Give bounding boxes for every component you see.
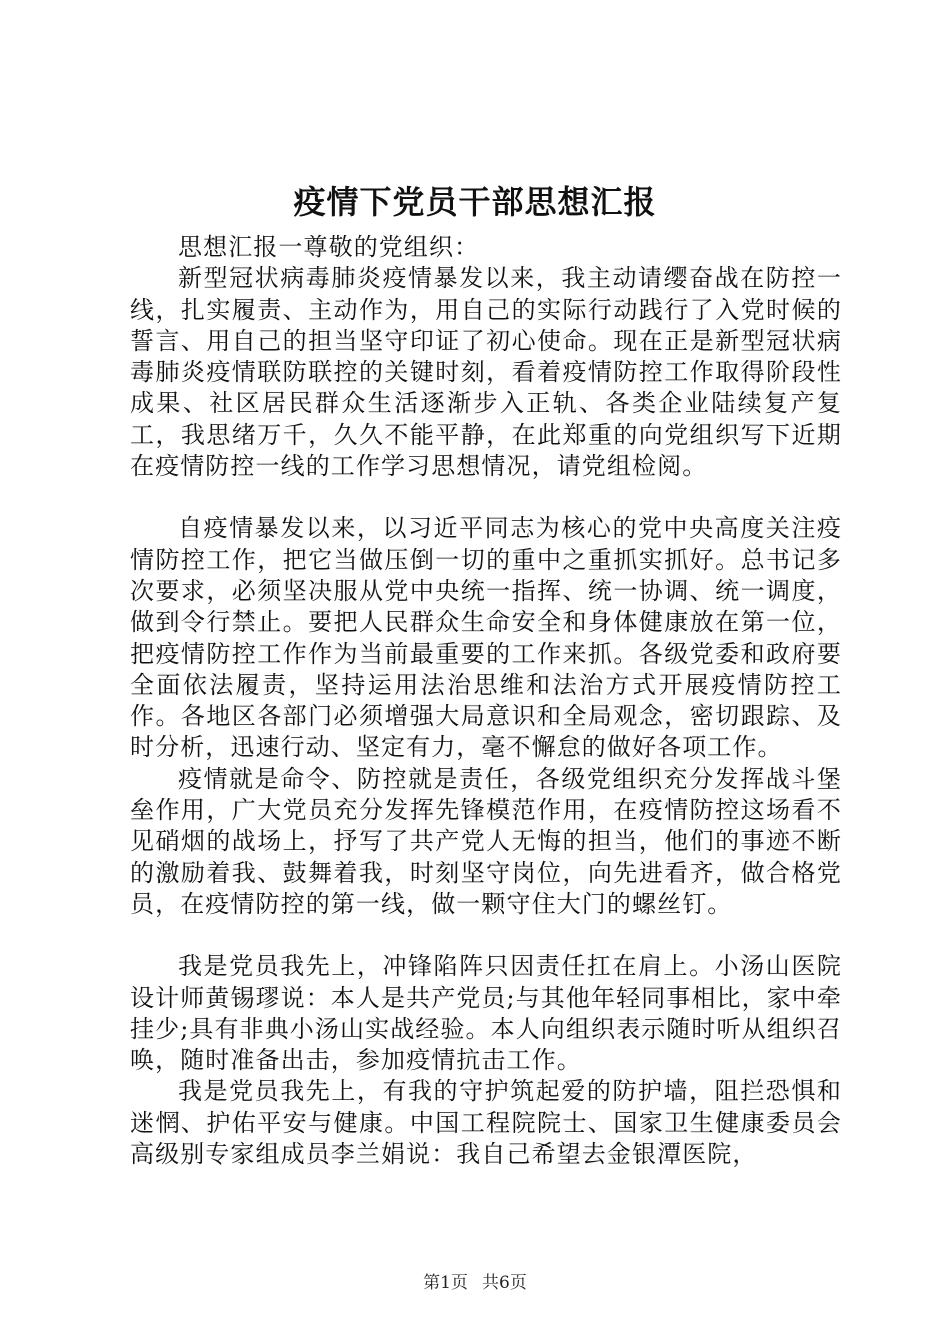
document-title: 疫情下党员干部思想汇报 [293, 183, 657, 221]
body-paragraph-1: 新型冠状病毒肺炎疫情暴发以来，我主动请缨奋战在防控一线，扎实履责、主动作为，用自己的实际行动践行了入党时候的誓言、用自己的担当坚守印证了初心使命。现在正是新型冠状病毒肺炎疫情联防联控的关键时刻，看着疫情防控工作取得阶段性成果、社区居民群众生活逐渐步入正轨、各类企业陆续复产复工，我思绪万千，久久不能平静，在此郑重的向党组织写下近期在疫情防控一线的工作学习思想情况，请党组检阅。 [130, 264, 842, 481]
body-paragraph-3: 疫情就是命令、防控就是责任，各级党组织充分发挥战斗堡垒作用，广大党员充分发挥先锋模范作用，在疫情防控这场看不见硝烟的战场上，抒写了共产党人无悔的担当，他们的事迹不断的激励着我、鼓舞着我，时刻坚守岗位，向先进看齐，做合格党员，在疫情防控的第一线，做一颗守住大门的螺丝钉。 [130, 764, 842, 918]
page-total: 共6页 [482, 1273, 527, 1293]
salutation-paragraph: 思想汇报一尊敬的党组织： [178, 233, 480, 261]
document-body [130, 232, 842, 1170]
page-footer [0, 1272, 950, 1294]
body-paragraph-4: 我是党员我先上，冲锋陷阵只因责任扛在肩上。小汤山医院设计师黄锡璆说：本人是共产党员;与其他年轻同事相比，家中牵挂少;具有非典小汤山实战经验。本人向组织表示随时听从组织召唤，随时准备出击，参加疫情抗击工作。 [130, 952, 842, 1075]
page-number: 第1页 [423, 1273, 468, 1293]
body-paragraph-5: 我是党员我先上，有我的守护筑起爱的防护墙，阻拦恐惧和迷惘、护佑平安与健康。中国工程院院士、国家卫生健康委员会高级别专家组成员李兰娟说：我自己希望去金银潭医院， [130, 1077, 842, 1169]
body-paragraph-2: 自疫情暴发以来，以习近平同志为核心的党中央高度关注疫情防控工作，把它当做压倒一切的重中之重抓实抓好。总书记多次要求，必须坚决服从党中央统一指挥、统一协调、统一调度，做到令行禁止。要把人民群众生命安全和身体健康放在第一位，把疫情防控工作作为当前最重要的工作来抓。各级党委和政府要全面依法履责，坚持运用法治思维和法治方式开展疫情防控工作。各地区各部门必须增强大局意识和全局观念，密切跟踪、及时分析，迅速行动、坚定有力，毫不懈怠的做好各项工作。 [130, 514, 842, 762]
